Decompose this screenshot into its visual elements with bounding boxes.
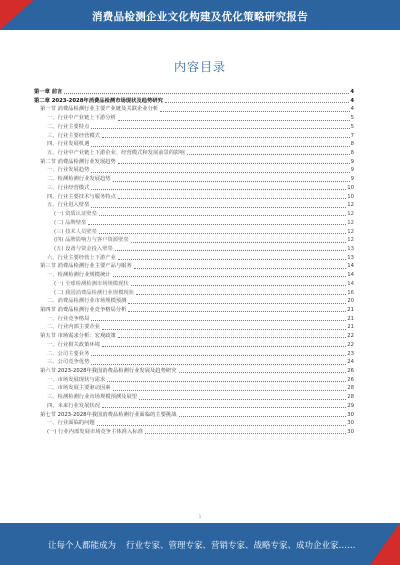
toc-entry-label: 第六节 2023-2028年我国消费品检测行业发展及趋势研究 [40,368,177,374]
toc-entry[interactable] [34,105,354,114]
toc-leader-dots [99,230,346,234]
toc-entry[interactable] [34,228,354,237]
toc-entry-label: 一、行业面临的问题 [47,420,95,427]
toc-entry[interactable] [34,114,354,123]
report-title: 消费品检测企业文化构建及优化策略研究报告 [92,11,308,23]
toc-leader-dots [91,143,349,147]
toc-entry[interactable] [34,175,354,184]
toc-entry-page: 26 [347,368,354,374]
toc-entry-page: 22 [347,341,354,348]
toc-leader-dots [131,239,347,243]
toc-leader-dots [118,195,346,199]
toc-entry-page: 21 [347,306,354,313]
toc-entry-label: 第一章 前言 [34,89,63,95]
toc-entry[interactable] [34,149,354,158]
toc-entry[interactable] [34,367,354,376]
toc-entry-label: 六、行业主要经营上下游产业 [47,254,116,261]
toc-entry[interactable] [34,428,354,437]
toc-entry-label: (二) 我国消费品检测行业规模现状 [54,289,134,296]
toc-entry-label: (一) 全球检测检测市场规模现状 [54,280,129,287]
toc-entry[interactable] [34,184,354,193]
toc-leader-dots [179,413,347,417]
toc-entry-page: 8 [350,150,354,157]
toc-leader-dots [107,378,346,382]
toc-entry[interactable] [34,97,354,106]
toc-leader-dots [113,387,347,391]
toc-entry-label: 一、行业相关政策环境 [47,341,100,348]
toc-entry-page: 29 [347,402,354,409]
toc-entry-label: 四、行业主要技术与服务特点 [47,193,116,200]
toc-entry[interactable] [34,289,354,298]
footer-banner [0,523,400,565]
toc-entry-page: 12 [347,228,354,235]
toc-entry-label: 第二章 2023-2028年消费品检测市场现状及趋势研究 [34,97,163,104]
toc-entry[interactable] [34,350,354,359]
toc-entry[interactable] [34,393,354,402]
toc-entry-page: 7 [350,132,354,139]
toc-leader-dots [128,300,346,304]
toc-entry-page: 9 [350,158,354,165]
toc-entry-label: 一、市场发展现状与需求 [47,376,106,383]
toc-leader-dots [91,186,346,190]
toc-entry-page: 8 [350,141,354,148]
toc-entry-label: (三) 技术人员壁垒 [54,228,97,235]
toc-leader-dots [102,404,346,408]
toc-entry-label: 二、公司主要业务 [47,350,90,357]
report-header-banner [0,0,400,30]
toc-entry[interactable] [34,88,354,97]
footer-slogan [48,539,356,551]
toc-leader-dots [118,160,350,164]
toc-entry-page: 14 [347,272,354,279]
toc-entry-label: 二、检测检测行业发展趋势 [47,176,111,183]
toc-leader-dots [113,178,350,182]
toc-entry-page: 21 [347,324,354,331]
toc-entry-label: 第七节 2023-2028年我国消费品检测行业面临的主要挑战 [40,411,177,418]
toc-leader-dots [136,291,346,295]
toc-entry[interactable] [34,123,354,132]
toc-entry-page: 4 [350,106,354,113]
toc-entry-label: (五) 设备与资金投入壁垒 [54,245,113,252]
toc-entry-label: 第三节 消费品检测行业主要产品与服务 [40,263,132,270]
toc-entry-page: 28 [347,385,354,392]
toc-entry[interactable] [34,210,354,219]
toc-entry-label: 三、行业主要经营模式 [47,132,100,139]
toc-entry-page: 10 [347,193,354,200]
toc-entry-label: 一、行业中产业链上下游分析 [47,115,116,122]
toc-entry-page: 4 [350,97,354,104]
toc-entry-label: 三、公司竞争优势 [47,359,90,366]
toc-entry-page: 30 [347,420,354,427]
toc-entry-page: 21 [347,315,354,322]
toc-entry-label: 二、消费品检测行业市场规模预测 [47,298,127,305]
toc-entry-label: 三、行业经营模式 [47,184,90,191]
toc-entry-label: 第五节 市场需求分析：宏观政策 [40,333,116,340]
toc-entry[interactable] [34,280,354,289]
toc-leader-dots [187,151,350,155]
toc-leader-dots [102,343,346,347]
toc-leader-dots [115,247,346,251]
toc-entry-page: 30 [347,411,354,418]
toc-entry-label: 第一节 消费品检测行业主要产业链及关联企业分析 [40,106,159,113]
toc-entry-page: 13 [347,254,354,261]
toc-entry-label: 四、未来行业发展状况 [47,402,100,409]
toc-entry-page: 14 [347,263,354,270]
toc-leader-dots [165,99,349,103]
toc-entry-label: 三、检测检测行业市场规模预测及展望 [47,394,138,401]
toc-entry-label: (四) 品牌影响力与客户资源壁垒 [54,237,129,244]
toc-leader-dots [131,282,347,286]
toc-heading: 内容目录 [173,60,226,74]
toc-entry-page: 30 [347,429,354,436]
toc-leader-dots [118,334,346,338]
toc-entry-page: 16 [347,289,354,296]
toc-entry[interactable] [34,376,354,385]
toc-entry-label: 第四节 消费品检测行业竞争格局分析 [40,306,127,313]
toc-leader-dots [91,317,346,321]
toc-leader-dots [179,369,347,373]
toc-leader-dots [64,90,349,94]
toc-leader-dots [113,273,347,277]
toc-entry[interactable] [34,262,354,271]
toc-leader-dots [118,256,346,260]
toc-entry-page: 20 [347,298,354,305]
toc-entry-label: (二) 品牌壁垒 [54,219,87,226]
toc-entry-label: 一、检测检测行业规模统计 [47,272,111,279]
toc-entry-label: (一) 行业内部发展市场竞争主体准入标准 [47,429,143,436]
toc-leader-dots [145,430,346,434]
footer-red-corner [370,523,400,565]
toc-entry[interactable] [34,332,354,341]
toc-entry-page: 10 [347,184,354,191]
toc-entry-page: 24 [347,359,354,366]
toc-leader-dots [99,212,346,216]
toc-entry-page: 12 [347,202,354,209]
page-number: 1 [198,514,202,519]
toc-entry-label: 一、行业发展趋势 [47,167,90,174]
toc-entry-page: 26 [347,376,354,383]
toc-entry-page: 28 [347,394,354,401]
toc-entry-label: 四、行业发展机遇 [47,141,90,148]
toc-entry[interactable] [34,132,354,141]
toc-entry-page: 12 [347,211,354,218]
toc-leader-dots [118,117,350,121]
toc-entry[interactable] [34,297,354,306]
toc-leader-dots [91,352,346,356]
toc-entry[interactable] [34,158,354,167]
toc-entry-page: 12 [347,237,354,244]
toc-entry[interactable] [34,384,354,393]
toc-entry[interactable] [34,219,354,228]
toc-entry[interactable] [34,193,354,202]
toc-entry[interactable] [34,341,354,350]
toc-entry[interactable] [34,245,354,254]
toc-entry[interactable] [34,271,354,280]
toc-entry[interactable] [34,358,354,367]
toc-entry-page: 22 [347,333,354,340]
footer-slogan-roles: 行业专家、管理专家、营销专家、战略专家、成功企业家…… [126,541,356,551]
toc-entry[interactable] [34,166,354,175]
toc-leader-dots [97,422,347,426]
toc-entry-label: 二、市场发展主要驱动因素 [47,385,111,392]
toc-entry-page: 12 [347,219,354,226]
toc-leader-dots [139,396,346,400]
toc-leader-dots [160,108,349,112]
toc-entry[interactable] [34,236,354,245]
toc-leader-dots [134,265,347,269]
toc-leader-dots [102,326,346,330]
toc-entry-label: 二、行业内部主要企业 [47,324,100,331]
toc-leader-dots [88,221,346,225]
toc-entry-label: 二、行业主要特点 [47,123,90,130]
toc-entry-page: 23 [347,350,354,357]
toc-entry-label: 五、行业中产业链上下游企业、经营模式和发展前景的影响 [47,150,185,157]
toc-leader-dots [91,204,346,208]
toc-entry[interactable] [34,419,354,428]
toc-entry-page: 4 [350,89,354,95]
table-of-contents [34,88,354,437]
toc-entry[interactable] [34,323,354,332]
toc-entry-page: 9 [350,167,354,174]
toc-entry-label: (一) 资质认证壁垒 [54,211,97,218]
toc-entry-label: 五、行业进入壁垒 [47,202,90,209]
toc-entry[interactable] [34,306,354,315]
toc-leader-dots [102,134,350,138]
toc-entry-page: 5 [350,123,354,130]
toc-entry-label: 一、行业竞争格局 [47,315,90,322]
toc-entry-page: 5 [350,115,354,122]
footer-slogan-lead: 让每个人都能成为 [48,541,117,551]
toc-entry[interactable] [34,201,354,210]
toc-leader-dots [128,308,346,312]
toc-entry-label: 第二节 消费品检测行业发展趋势 [40,158,116,165]
toc-entry[interactable] [34,411,354,420]
toc-leader-dots [91,169,349,173]
toc-entry[interactable] [34,315,354,324]
toc-leader-dots [91,125,349,129]
toc-entry-page: 14 [347,280,354,287]
toc-entry-page: 13 [347,245,354,252]
toc-entry-page: 9 [350,176,354,183]
toc-leader-dots [91,361,346,365]
toc-entry[interactable] [34,254,354,263]
toc-entry[interactable] [34,402,354,411]
toc-entry[interactable] [34,140,354,149]
